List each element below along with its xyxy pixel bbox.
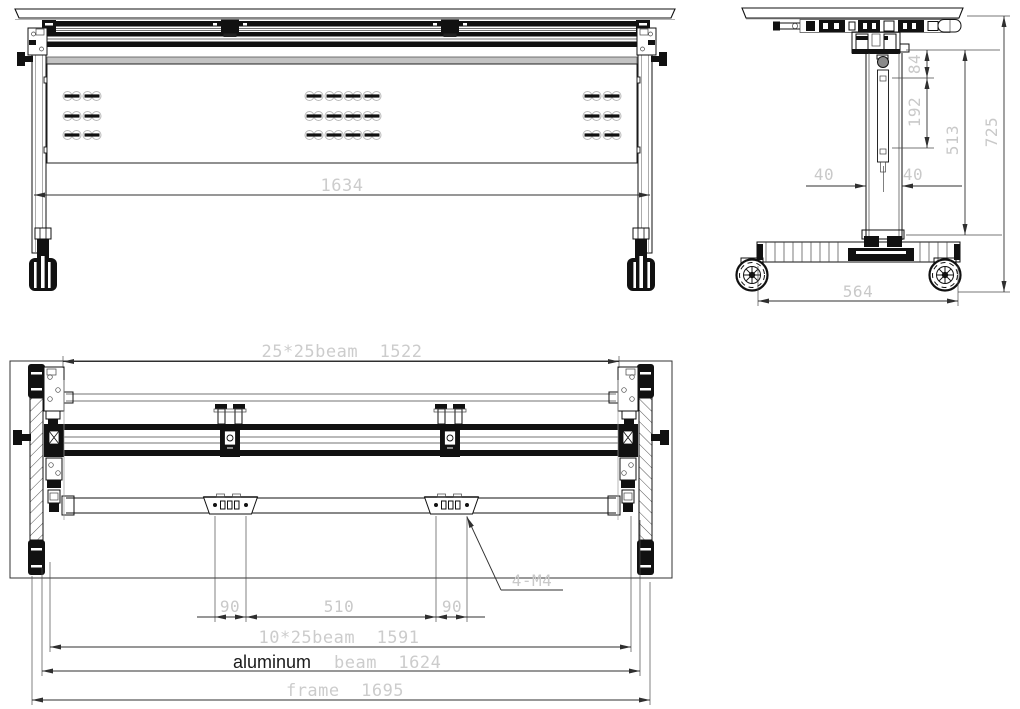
dim-text-beam-1522: 25*25beam 1522 xyxy=(261,342,423,362)
dim-text-beam-1591: 10*25beam 1591 xyxy=(258,628,420,648)
material-note-aluminum: aluminum xyxy=(233,652,312,672)
dim-text-510: 510 xyxy=(323,597,355,616)
dim-text-564: 564 xyxy=(842,282,874,301)
leg-column-side xyxy=(862,53,904,247)
bottom-view xyxy=(10,342,672,705)
caster-side-right xyxy=(930,258,961,291)
dim-text-40-left: 40 xyxy=(813,165,835,184)
dim-text-beam-1624: beam 1624 xyxy=(334,653,442,673)
front-view xyxy=(15,9,675,291)
callout-text-4-M4: 4-M4 xyxy=(511,571,553,590)
beam-stack-front xyxy=(42,20,650,48)
flip-mechanism xyxy=(746,19,961,33)
side-view xyxy=(737,8,1011,306)
dim-text-90-right: 90 xyxy=(441,597,463,616)
mounting-plate-right xyxy=(425,494,479,514)
mounting-plate-left xyxy=(204,494,258,514)
dim-text-192: 192 xyxy=(905,96,924,128)
tabletop-side xyxy=(742,8,963,18)
dim-front-length xyxy=(34,176,650,196)
tabletop-front xyxy=(15,9,675,18)
modesty-panel xyxy=(47,57,637,163)
dim-text-1634: 1634 xyxy=(320,176,364,196)
dim-text-frame-1695: frame 1695 xyxy=(285,681,405,701)
latch-bracket xyxy=(852,32,909,68)
dim-text-90-left: 90 xyxy=(219,597,241,616)
dim-text-513: 513 xyxy=(943,124,962,156)
dim-text-725: 725 xyxy=(982,116,1001,148)
caster-side-left xyxy=(737,258,768,291)
foot-base-side xyxy=(757,242,960,262)
gas-strut-strip xyxy=(878,70,889,162)
dim-text-40-right: 40 xyxy=(902,165,924,184)
release-knob-icon xyxy=(878,57,889,68)
dim-text-84: 84 xyxy=(905,53,924,75)
tabletop-outline-bottom xyxy=(10,361,672,578)
